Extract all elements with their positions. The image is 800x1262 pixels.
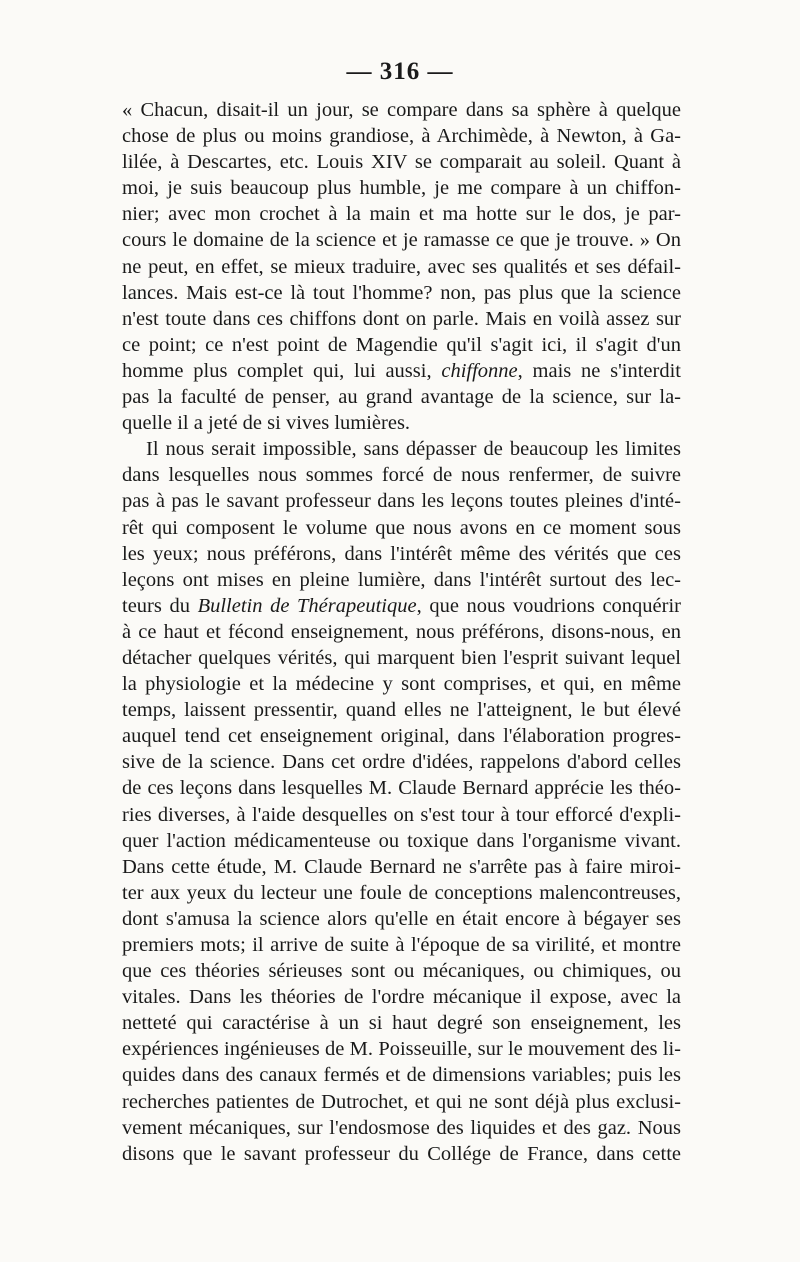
text-line: n'est toute dans ces chiffons dont on parle. Mais en voilà assez sur bbox=[122, 307, 681, 330]
text-line: rêt qui composent le volume que nous avons en ce moment sous bbox=[122, 516, 681, 539]
text-line: détacher quelques vérités, qui marquent bien l'esprit suivant lequel bbox=[122, 646, 681, 669]
text-line: ce point; ce n'est point de Magendie qu'il s'agit ici, il s'agit d'un bbox=[122, 333, 681, 356]
text-line: Dans cette étude, M. Claude Bernard ne s'arrête pas à faire miroi- bbox=[122, 855, 681, 878]
text-line: ne peut, en effet, se mieux traduire, avec ses qualités et ses défail- bbox=[122, 255, 681, 278]
text-segment: homme plus complet qui, lui aussi, bbox=[122, 359, 442, 382]
text-line: les yeux; nous préférons, dans l'intérêt même des vérités que ces bbox=[122, 542, 681, 565]
text-line: disons que le savant professeur du Collége de France, dans cette bbox=[122, 1142, 681, 1165]
text-line: quer l'action médicamenteuse ou toxique dans l'organisme vivant. bbox=[122, 829, 681, 852]
text-line: de ces leçons dans lesquelles M. Claude Bernard apprécie les théo- bbox=[122, 777, 681, 800]
text-line bbox=[122, 593, 681, 619]
text-line: dont s'amusa la science alors qu'elle en était encore à bégayer ses bbox=[122, 907, 681, 930]
text-line: pas la faculté de penser, au grand avantage de la science, sur la- bbox=[122, 386, 681, 409]
text-line: la physiologie et la médecine y sont comprises, et qui, en même bbox=[122, 673, 681, 696]
text-line: vitales. Dans les théories de l'ordre mécanique il expose, avec la bbox=[122, 986, 681, 1009]
text-segment: teurs du bbox=[122, 594, 198, 617]
text-line: quides dans des canaux fermés et de dimensions variables; puis les bbox=[122, 1064, 681, 1087]
text-line: sive de la science. Dans cet ordre d'idées, rappelons d'abord celles bbox=[122, 751, 681, 774]
italic-title: Bulletin de Thérapeutique bbox=[197, 594, 417, 617]
text-segment: , mais ne s'interdit bbox=[517, 359, 681, 382]
text-line: quelle il a jeté de si vives lumières. bbox=[122, 412, 411, 435]
text-line: recherches patientes de Dutrochet, et qui ne sont déjà plus exclusi- bbox=[122, 1090, 681, 1113]
text-line: auquel tend cet enseignement original, dans l'élaboration progres- bbox=[122, 725, 681, 748]
text-line: leçons ont mises en pleine lumière, dans l'intérêt surtout des lec- bbox=[122, 568, 681, 591]
text-line: « Chacun, disait-il un jour, se compare dans sa sphère à quelque bbox=[122, 99, 681, 121]
text-line: netteté qui caractérise à un si haut degré son enseignement, les bbox=[122, 1012, 681, 1035]
text-line: à ce haut et fécond enseignement, nous préférons, disons-nous, en bbox=[122, 620, 681, 643]
italic-title: chiffonne bbox=[441, 359, 518, 382]
text-line: Il nous serait impossible, sans dépasser de beaucoup les limites bbox=[146, 438, 681, 461]
text-line: dans lesquelles nous sommes forcé de nous renfermer, de suivre bbox=[122, 464, 681, 487]
text-line: moi, je suis beaucoup plus humble, je me compare à un chiffon- bbox=[122, 177, 681, 200]
text-line: ter aux yeux du lecteur une foule de conceptions malencontreuses, bbox=[122, 881, 681, 904]
text-line: expériences ingénieuses de M. Poisseuille, sur le mouvement des li- bbox=[122, 1038, 681, 1061]
text-line: que ces théories sérieuses sont ou mécaniques, ou chimiques, ou bbox=[122, 960, 681, 983]
body-text bbox=[122, 97, 681, 1167]
text-line: lances. Mais est-ce là tout l'homme? non, pas plus que la science bbox=[122, 281, 681, 304]
text-line: ries diverses, à l'aide desquelles on s'est tour à tour efforcé d'expli- bbox=[122, 803, 681, 826]
text-line: pas à pas le savant professeur dans les leçons toutes pleines d'inté- bbox=[122, 490, 681, 513]
text-line: premiers mots; il arrive de suite à l'époque de sa virilité, et montre bbox=[122, 934, 681, 956]
text-line: vement mécaniques, sur l'endosmose des liquides et des gaz. Nous bbox=[122, 1116, 681, 1139]
text-line: lilée, à Descartes, etc. Louis XIV se comparait au soleil. Quant à bbox=[122, 151, 681, 174]
text-line bbox=[122, 358, 681, 384]
page-number: — 316 — bbox=[346, 58, 454, 85]
text-line: temps, laissent pressentir, quand elles ne l'atteignent, le but élevé bbox=[122, 699, 681, 722]
text-line: nier; avec mon crochet à la main et ma hotte sur le dos, je par- bbox=[122, 203, 681, 226]
text-line: chose de plus ou moins grandiose, à Archimède, à Newton, à Ga- bbox=[122, 125, 681, 148]
text-line: cours le domaine de la science et je ramasse ce que je trouve. » On bbox=[122, 229, 681, 252]
text-segment: , que nous voudrions conquérir bbox=[416, 594, 681, 617]
